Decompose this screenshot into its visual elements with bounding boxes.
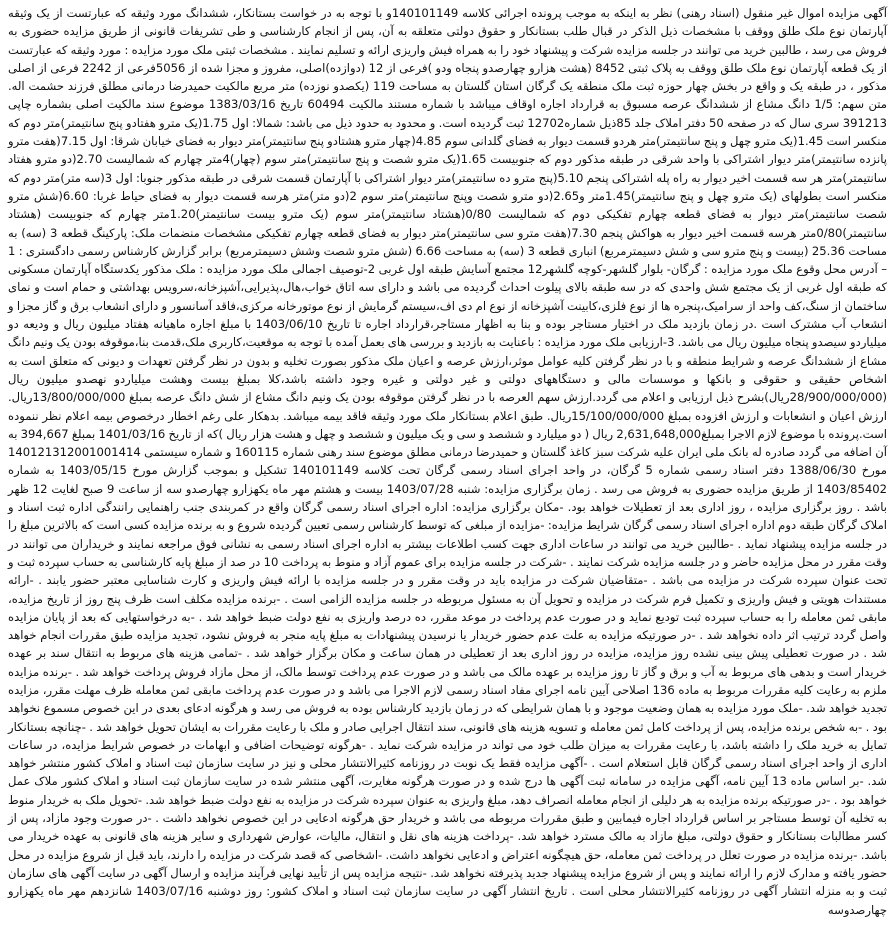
- auction-notice-text: آگهی مزایده اموال غیر منقول (اسناد رهنی) نظر به اینکه به موجب پرونده اجرائی کلاسه 140101149و با توجه به در خواست بستانکار، ششدانگ مورد وثیقه که عبارتست از یک وثیقه آپارتمان نوع ملک طلق ووقف با مشخصات ذیل الذکر در قبال طلب بستانکار و حقوق دولتی متعلقه به آن، پس از انجام کارشناسی و طی تشریفات قانونی از طریق مزایده حضوری به فروش می رسد ، طالبین خرید می توانند در جلسه مزایده شرکت و پیشنهاد خود را به همراه فیش واریزی ارائه و تسلیم نمایند . مشخصات ثبتی ملک مورد مزایده : مورد وثیقه که عبارتست از یک قطعه آپارتمان نوع ملک طلق ووقف به پلاک ثبتی 8452 (هشت هزارو چهارصدو پنجاه ودو )فرعی از 12 (دوازده)اصلی، مفروز و مجزا شده از 5056فرعی از 2242 فرعی از اصلی مذکور ، در طبقه یک و واقع در بخش چهار حوزه ثبت ملک منطقه یک گرگان استان گلستان به مساحت 119 (یکصدو نوزده) متر مربع مالکیت حمیدرضا درمانی مطلق فرزند حشمت اله. متن سهم: 1/5 دانگ مشاع از ششدانگ عرصه مسبوق به قرارداد اجاره اوقاف میباشد با شماره مستند مالکیت 60494 تاریخ 1383/03/16 موضوع سند مالکیت اصلی بشماره چاپی 391213 سری سال که در صفحه 50 دفتر املاک جلد 85ذیل شماره12702 ثبت گردیده است. و محدود به حدود ذیل می باشد: شمالا: اول 1.75(یک مترو هفتادو پنج سانتیمتر)متر دوم که منکسر است 1.45(یک مترو چهل و پنج سانتیمتر)متر هردو قسمت دیوار به فضای گلدانی سوم 4.85(چهار مترو هشتادو پنج سانتیمتر)متر دیوار به فضای خیابان شرقا: اول 7.15(هفت مترو پانزده سانتیمتر)متر دیوار اشتراکی با واحد شرقی در طبقه مذکور دوم که جنوبیست 1.65(یک مترو شصت و پنج سانتیمتر)متر سوم (چهار)4متر چهارم که شمالیست 2.70(دو مترو هفتاد سانتیمتر)متر هر سه قسمت اخیر دیوار به راه پله اشتراکی پنجم 5.10(پنج مترو ده سانتیمتر)متر دیوار اشتراکی با آپارتمان قسمت شرقی در طبقه مذکور جنوبا: اول 3(سه متر)متر دوم که منکسر است بطولهای (یک مترو چهل و پنج سانتیمتر)1.45متر و2.65(دو مترو شصت وپنج سانتیمتر)متر سوم 2(دو متر)متر هرسه قسمت دیوار به فضای حیاط غربا: 6.60(شش مترو شصت سانتیمتر)متر دیوار به فضای قطعه چهارم تفکیکی دوم که شمالیست 0/80(هشتاد سانتیمتر)متر سوم (یک مترو بیست سانتیمتر)1.20متر چهارم که جنوبیست (هشتاد سانتیمتر)0/80متر هرسه قسمت اخیر دیوار به هواکش پنجم 7.30(هفت مترو سی سانتیمتر)متر دیوار به فضای قطعه چهارم تفکیکی مشخصات منضمات ملک: پارکینگ قطعه 3 (سه) به مساحت 25.36 (بیست و پنج مترو سی و شش دسیمترمربع) انباری قطعه 3 (سه) به مساحت 6.66 (شش مترو شصت وشش دسیمترمربع) برابر گزارش کارشناس رسمی دادگستری : 1 – آدرس محل وقوع ملک مورد مزایده : گرگان- بلوار گلشهر-کوچه گلشهر12 مجتمع آسایش طبقه اول غربی 2-توصیف اجمالی ملک مورد مزایده : ملک مذکور یکدستگاه آپارتمان مسکونی که طبقه اول غربی از یک مجتمع شش واحدی که در سه طبقه بالای پیلوت احداث گردیده می باشد و دارای سه اتاق خواب،هال،پذیرایی،آشپزخانه،سرویس بهداشتی و حمام است و نمای ساختمان از سنگ،کف واحد از سرامیک،پنجره ها از نوع فلزی،کابینت آشپزخانه از نوع ام دی اف،سیستم گرمایش از نوع موتورخانه مرکزی،فاقد آسانسور و دارای انشعاب برق و گاز مجزا و انشعاب آب مشترک است .در زمان بازدید ملک در اختیار مستاجر بوده و بنا به اظهار مستاجر،قرارداد اجاره تا تاریخ 1403/06/10 با مبلغ اجاره ماهیانه هفتاد میلیون ریال و ودیعه دو میلیاردو سیصدو پنجاه میلیون ریال می باشد. 3-ارزیابی ملک مورد مزایده : باعنایت به بازدید و بررسی های بعمل آمده با توجه به موقعیت،کاربری ملک،قدمت بنا،موقوفه بودن یک ونیم دانگ مشاع از ششدانگ عرصه و شرایط منطقه و با در نظر گرفتن کلیه عوامل موثر،ارزش عرصه و اعیان ملک مذکور بصورت تخلیه و بدون در نظر گرفتن تعهدات و دیونی که متعلق است به اشخاص حقیقی و حقوقی و بانکها و موسسات مالی و دستگاههای دولتی و غیر دولتی و غیره وجود داشته باشد،کلا بمبلغ بیست وهشت میلیاردو نهصدو میلیون ریال (28/900/000/000ریال)بشرح ذیل ارزیابی و اعلام می گردد.ارزش سهم العرصه با در نظر گرفتن موقوفه بودن یک ونیم دانگ مشاع از شش دانگ عرصه بمبلغ 13/800/000/000ریال. ارزش اعیان و انشعابات و ارزش افزوده بمبلغ 15/100/000/000ریال. طبق اعلام بستانکار ملک مورد وثیقه فاقد بیمه میباشد. بدهکار علی رغم اخطار درخصوص بیمه اعلام نظر ننموده است.پرونده با موضوع لازم الاجرا بمبلغ2,631,648,000 ریال ( دو میلیارد و ششصد و سی و یک میلیون و ششصد و چهل و هشت هزار ریال )که از تاریخ 1401/03/16 بمبلغ 394,667 به آن اضافه می گردد صادره له بانک ملی ایران علیه شرکت سبز کاغذ گلستان و حمیدرضا درمانی مطلق موضوع سند رهنی شماره 160115 و شماره سیستمی 140121312001001414 مورخ 1388/06/30 دفتر اسناد رسمی شماره 5 گرگان، در واحد اجرای اسناد رسمی گرگان تحت کلاسه 140101149 تشکیل و بموجب گزارش مورخ 1403/05/15 به شماره 1403/85402 از طریق مزایده حضوری به فروش می رسد . زمان برگزاری مزایده: شنبه 1403/07/28 بیست و هشتم مهر ماه یکهزارو چهارصدو سه از ساعت 9 صبح لغایت 12 ظهر باشد . روز برگزاری مزایده ، روز اداری بعد از تعطیلات خواهد بود. -مکان برگزاری مزایده: اداره اجرای اسناد رسمی گرگان واقع در کمربندی جنب راهنمایی رانندگی اداره ثبت اسناد و املاک گرگان طبقه دوم اداره اجرای اسناد رسمی گرگان شرایط مزایده: -مزایده از مبلغی که توسط کارشناس رسمی تعیین گردیده شروع و به برنده مزایده کسی است که بالاترین مبلغ را در جلسه مزایده پیشنهاد نماید . -طالبین خرید می توانند در ساعات اداری جهت کسب اطلاعات بیشتر به اداره اجرای اسناد رسمی به نشانی فوق مراجعه نمایند و خریداران می توانند در وقت مقرر در محل مزایده حاضر و در جلسه مزایده شرکت نمایند . -شرکت در جلسه مزایده برای عموم آزاد و منوط به پرداخت 10 در صد از مبلغ پایه کارشناسی به حساب سپرده ثبت و تحت عنوان سپرده شرکت در مزایده می باشد . -متقاضیان شرکت در مزایده باید در وقت مقرر و در جلسه مزایده با ارائه فیش واریزی و کارت شناسایی معتبر حضور یابند . -ارائه مستندات هویتی و فیش واریزی و تکمیل فرم شرکت در مزایده و تحویل آن به مسئول مربوطه در جلسه مزایده الزامی است . -برنده مزایده مکلف است ظرف پنج روز از تاریخ مزایده، مابقی ثمن معامله را به حساب سپرده ثبت تودیع نماید و در صورت عدم پرداخت در موعد مقرر، ده درصد واریزی به نفع دولت ضبط خواهد شد . -به درخواستهایی که بعد از پایان مزایده واصل گردد ترتیب اثر داده نخواهد شد . -در صورتیکه مزایده به علت عدم حضور خریدار یا نرسیدن پیشنهادات به مبلغ پایه منجر به فروش نشود، تجدید مزایده طبق مقررات انجام خواهد شد . در صورت تعطیلی پیش بینی نشده روز مزایده، مزایده در روز اداری بعد از تعطیلی در همان ساعت و مکان برگزار خواهد شد . -تمامی هزینه های مربوط به انتقال سند بر عهده خریدار است و بدهی های مربوط به آب و برق و گاز تا روز مزایده بر عهده مالک می باشد و در صورت عدم پرداخت توسط مالک، از محل مازاد فروش پرداخت خواهد شد . -برنده مزایده ملزم به رعایت کلیه مقررات مربوط به ماده 136 اصلاحی آیین نامه اجرای مفاد اسناد رسمی لازم الاجرا می باشد و در صورت عدم پرداخت مابقی ثمن معامله ظرف مهلت مقرر، مزایده تجدید خواهد شد. -ملک مورد مزایده به همان وضعیت موجود و با همان شرایطی که در زمان بازدید کارشناس بوده به فروش می رسد و هرگونه ادعای بعدی در این خصوص مسموع نخواهد بود . -به شخص برنده مزایده، پس از پرداخت کامل ثمن معامله و تسویه هزینه های قانونی، سند انتقال اجرایی صادر و ملک با رعایت مقررات به ایشان تحویل خواهد شد . -چنانچه بستانکار تمایل به خرید ملک را داشته باشد، با رعایت مقررات به میزان طلب خود می تواند در مزایده شرکت نماید . -هرگونه توضیحات اضافی و ابهامات در خصوص شرایط مزایده، در ساعات اداری از واحد اجرای اسناد رسمی گرگان قابل استعلام است . -آگهی مزایده فقط یک نوبت در روزنامه کثیرالانتشار محلی و نیز در سایت سازمان ثبت اسناد و املاک کشور منتشر خواهد شد. -بر اساس ماده 13 آیین نامه، آگهی مزایده در سامانه ثبت آگهی ها درج شده و در صورت هرگونه مغایرت، آگهی منتشر شده در سایت سازمان ثبت اسناد و املاک کشور ملاک عمل خواهد بود . -در صورتیکه برنده مزایده به هر دلیلی از انجام معامله انصراف دهد، مبلغ واریزی به عنوان سپرده شرکت در مزایده به نفع دولت ضبط خواهد شد. -تحویل ملک به خریدار منوط به تخلیه آن توسط مستاجر بر اساس قرارداد اجاره فیمابین و طبق مقررات مربوطه می باشد و خریدار حق هرگونه ادعایی در این خصوص نخواهد داشت . -در صورت وجود مازاد، پس از کسر مطالبات بستانکار و حقوق دولتی، مبلغ مازاد به مالک مسترد خواهد شد. -پرداخت هزینه های نقل و انتقال، مالیات، عوارض شهرداری و سایر هزینه های قانونی به عهده خریدار می باشد. -برنده مزایده در صورت تعلل در پرداخت ثمن معامله، حق هیچگونه اعتراض و ادعایی نخواهد داشت. -اشخاصی که قصد شرکت در مزایده را دارند، باید قبل از شروع مزایده در محل حضور یافته و مدارک لازم را ارائه نمایند و پس از شروع مزایده پیشنهاد جدید پذیرفته نخواهد شد. -نتیجه مزایده پس از تأیید نهایی فرآیند مزایده و ارسال آگهی در سایت آگهی های سازمان ثبت و به منزله انتشار آگهی در روزنامه کثیرالانتشار محلی است . تاریخ انتشار آگهی در سایت سازمان ثبت اسناد و املاک کشور: روز دوشنبه 1403/07/16 شانزدهم مهر ماه یکهزارو چهارصدوسه: [8, 6, 888, 917]
